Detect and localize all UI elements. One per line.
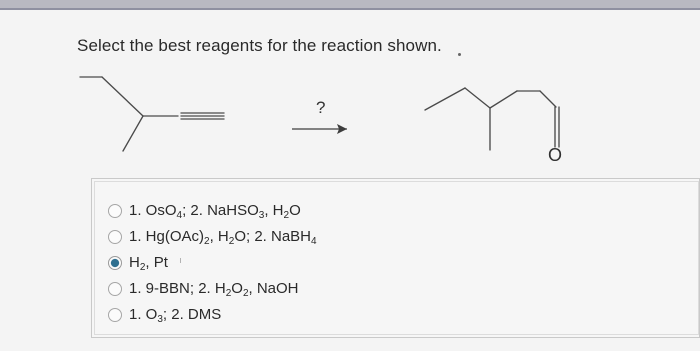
product-bond-6: [540, 91, 556, 107]
option-label: 1. 9-BBN; 2. $H_2O_2$, NaOH: [129, 280, 299, 299]
radio-button[interactable]: [108, 204, 122, 218]
option-oxymercuration[interactable]: [108, 224, 317, 250]
radio-button-selected[interactable]: [108, 256, 122, 270]
product-bond-2: [465, 88, 490, 108]
radio-button[interactable]: [108, 230, 122, 244]
answer-options: [108, 198, 317, 328]
option-label: 1. OsO$_4$; 2. NaHSO$_3$, $H_2O$: [129, 202, 301, 221]
top-rule: [0, 0, 700, 10]
reaction-scheme: [0, 68, 700, 173]
reaction-arrow: [292, 98, 347, 134]
reactant-bond-2: [102, 77, 143, 116]
option-osmium-tetroxide[interactable]: [108, 198, 317, 224]
option-label: $H_2$, Pt: [129, 254, 168, 273]
option-ozonolysis[interactable]: [108, 302, 317, 328]
small-dot: [458, 53, 461, 56]
oxygen-label: O: [548, 145, 563, 165]
reactant-structure: [80, 77, 224, 151]
option-hydrogenation[interactable]: [108, 250, 317, 276]
option-hydroboration[interactable]: [108, 276, 317, 302]
question-prompt: Select the best reagents for the reaction shown.: [77, 36, 442, 55]
option-label: 1. $Hg(OAc)_2$, $H_2O$; 2. NaBH$_4$: [129, 228, 317, 247]
product-bond-3: [490, 91, 517, 108]
radio-button[interactable]: [108, 282, 122, 296]
product-bond-1: [425, 88, 465, 110]
reactant-bond-3: [123, 116, 143, 151]
product-structure: [425, 88, 559, 150]
radio-button[interactable]: [108, 308, 122, 322]
arrow-question-mark: ?: [316, 98, 326, 117]
option-label: 1. $O_3$; 2. DMS: [129, 306, 222, 325]
